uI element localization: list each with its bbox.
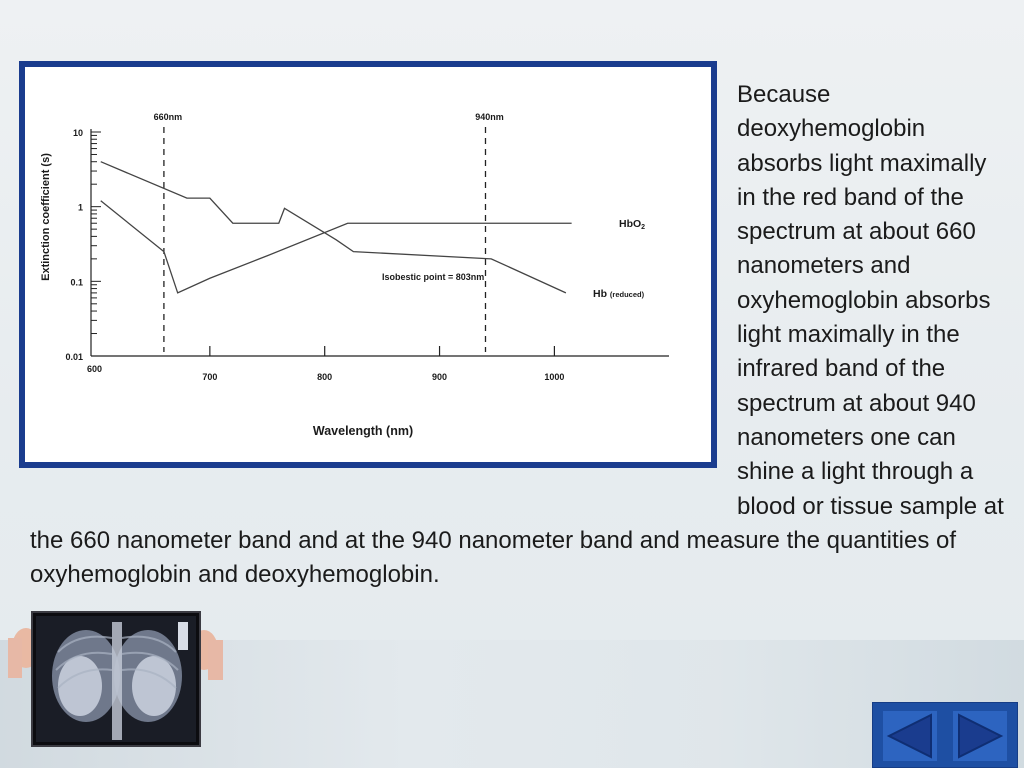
x-tick-label: 900 bbox=[432, 372, 448, 382]
series-label: Hb (reduced) bbox=[593, 287, 645, 300]
y-tick-label: 10 bbox=[72, 128, 83, 138]
y-tick-label: 1 bbox=[77, 202, 83, 213]
x-tick-label: 600 bbox=[87, 364, 103, 374]
vline-label: 940nm bbox=[475, 112, 504, 122]
left-arrow-icon bbox=[883, 711, 937, 761]
y-axis-label: Extinction coefficient (s) bbox=[40, 153, 52, 281]
x-tick-label: 1000 bbox=[544, 372, 565, 382]
previous-slide-button[interactable] bbox=[883, 711, 937, 761]
next-slide-button[interactable] bbox=[953, 711, 1007, 761]
right-arrow-icon bbox=[953, 711, 1007, 761]
x-axis-label: Wavelength (nm) bbox=[312, 424, 414, 438]
navigation-bar bbox=[872, 702, 1018, 768]
x-tick-label: 700 bbox=[202, 372, 218, 382]
x-tick-label: 800 bbox=[317, 372, 333, 382]
slide-body bbox=[30, 78, 1010, 592]
body-paragraph: Because deoxyhemoglobin absorbs light maximally in the red band of the spectrum at about 660 nanometers and oxyhemoglobin absorbs light maximally in the infrared band of the spectrum at about 940 nanometers one can shine a light through a blood or tissue sample at the 660 nanometer band and at the 940 nanometer band and measure the quantities of oxyhemoglobin and deoxyhemoglobin. bbox=[30, 81, 1004, 589]
vline-label: 660nm bbox=[153, 112, 183, 122]
y-tick-label: 0.01 bbox=[65, 352, 83, 362]
annotation: Isobestic point = 803nm bbox=[382, 272, 485, 282]
y-tick-label: 0.1 bbox=[70, 277, 83, 288]
series-label: HbO2 bbox=[619, 218, 646, 232]
chest-xray-icon bbox=[8, 608, 223, 748]
